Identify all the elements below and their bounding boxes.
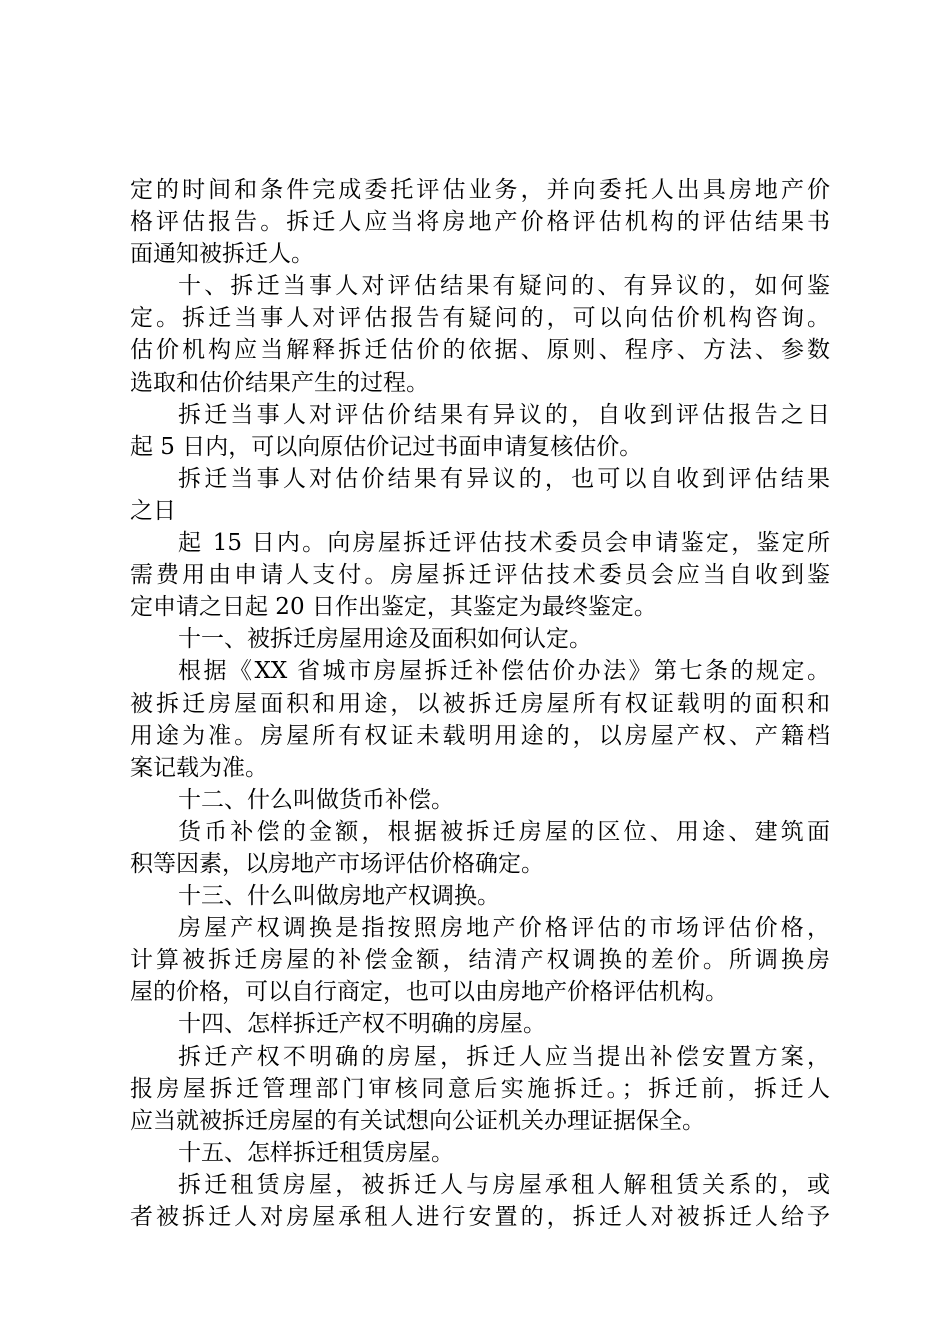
text-line: 报房屋拆迁管理部门审核同意后实施拆迁。；拆迁前，拆迁人 bbox=[130, 1075, 830, 1102]
text-line: 拆迁产权不明确的房屋，拆迁人应当提出补偿安置方案， bbox=[178, 1043, 830, 1070]
text-line: 定的时间和条件完成委托评估业务，并向委托人出具房地产价 bbox=[130, 177, 830, 203]
text-line: 需费用由申请人支付。房屋拆迁评估技术委员会应当自收到鉴 bbox=[130, 562, 830, 589]
text-line: 房屋产权调换是指按照房地产价格评估的市场评估价格， bbox=[178, 915, 830, 942]
text-line: 拆迁当事人对评估价结果有异议的，自收到评估报告之日 bbox=[178, 401, 830, 428]
text-line: 定。拆迁当事人对评估报告有疑问的，可以向估价机构咨询。 bbox=[130, 305, 830, 332]
text-line: 者被拆迁人对房屋承租人进行安置的，拆迁人对被拆迁人给予 bbox=[130, 1204, 830, 1230]
text-line: 根据《XX 省城市房屋拆迁补偿估价办法》第七条的规定。 bbox=[178, 658, 830, 685]
document-body-text bbox=[130, 174, 830, 1233]
text-line: 案记载为准。 bbox=[130, 754, 268, 781]
text-line: 拆迁租赁房屋，被拆迁人与房屋承租人解租赁关系的，或 bbox=[178, 1171, 830, 1198]
text-line: 之日 bbox=[130, 497, 176, 524]
text-line: 十五、怎样拆迁租赁房屋。 bbox=[178, 1139, 454, 1166]
text-line: 十二、什么叫做货币补偿。 bbox=[178, 786, 454, 813]
text-line: 屋的价格，可以自行商定，也可以由房地产价格评估机构。 bbox=[130, 979, 728, 1006]
text-line: 起 15 日内。向房屋拆迁评估技术委员会申请鉴定，鉴定所 bbox=[178, 530, 830, 557]
text-line: 定申请之日起 20 日作出鉴定，其鉴定为最终鉴定。 bbox=[130, 594, 657, 621]
text-line: 计算被拆迁房屋的补偿金额，结清产权调换的差价。所调换房 bbox=[130, 947, 830, 974]
text-line: 选取和估价结果产生的过程。 bbox=[130, 369, 429, 396]
text-line: 十三、什么叫做房地产权调换。 bbox=[178, 883, 500, 910]
text-line: 应当就被拆迁房屋的有关试想向公证机关办理证据保全。 bbox=[130, 1107, 705, 1134]
text-line: 格评估报告。拆迁人应当将房地产价格评估机构的评估结果书 bbox=[130, 209, 830, 236]
text-line: 十四、怎样拆迁产权不明确的房屋。 bbox=[178, 1011, 546, 1038]
text-line: 拆迁当事人对估价结果有异议的，也可以自收到评估结果 bbox=[178, 465, 830, 492]
text-line: 被拆迁房屋面积和用途，以被拆迁房屋所有权证载明的面积和 bbox=[130, 690, 830, 717]
text-line: 十一、被拆迁房屋用途及面积如何认定。 bbox=[178, 626, 592, 653]
text-line: 用途为准。房屋所有权证未载明用途的，以房屋产权、产籍档 bbox=[130, 722, 830, 749]
text-line: 估价机构应当解释拆迁估价的依据、原则、程序、方法、参数 bbox=[130, 337, 830, 364]
text-line: 起 5 日内，可以向原估价记过书面申请复核估价。 bbox=[130, 433, 643, 460]
text-line: 面通知被拆迁人。 bbox=[130, 241, 314, 268]
text-line: 货币补偿的金额，根据被拆迁房屋的区位、用途、建筑面 bbox=[178, 818, 830, 845]
text-line: 积等因素，以房地产市场评估价格确定。 bbox=[130, 850, 544, 877]
text-line: 十、拆迁当事人对评估结果有疑问的、有异议的，如何鉴 bbox=[178, 273, 830, 300]
